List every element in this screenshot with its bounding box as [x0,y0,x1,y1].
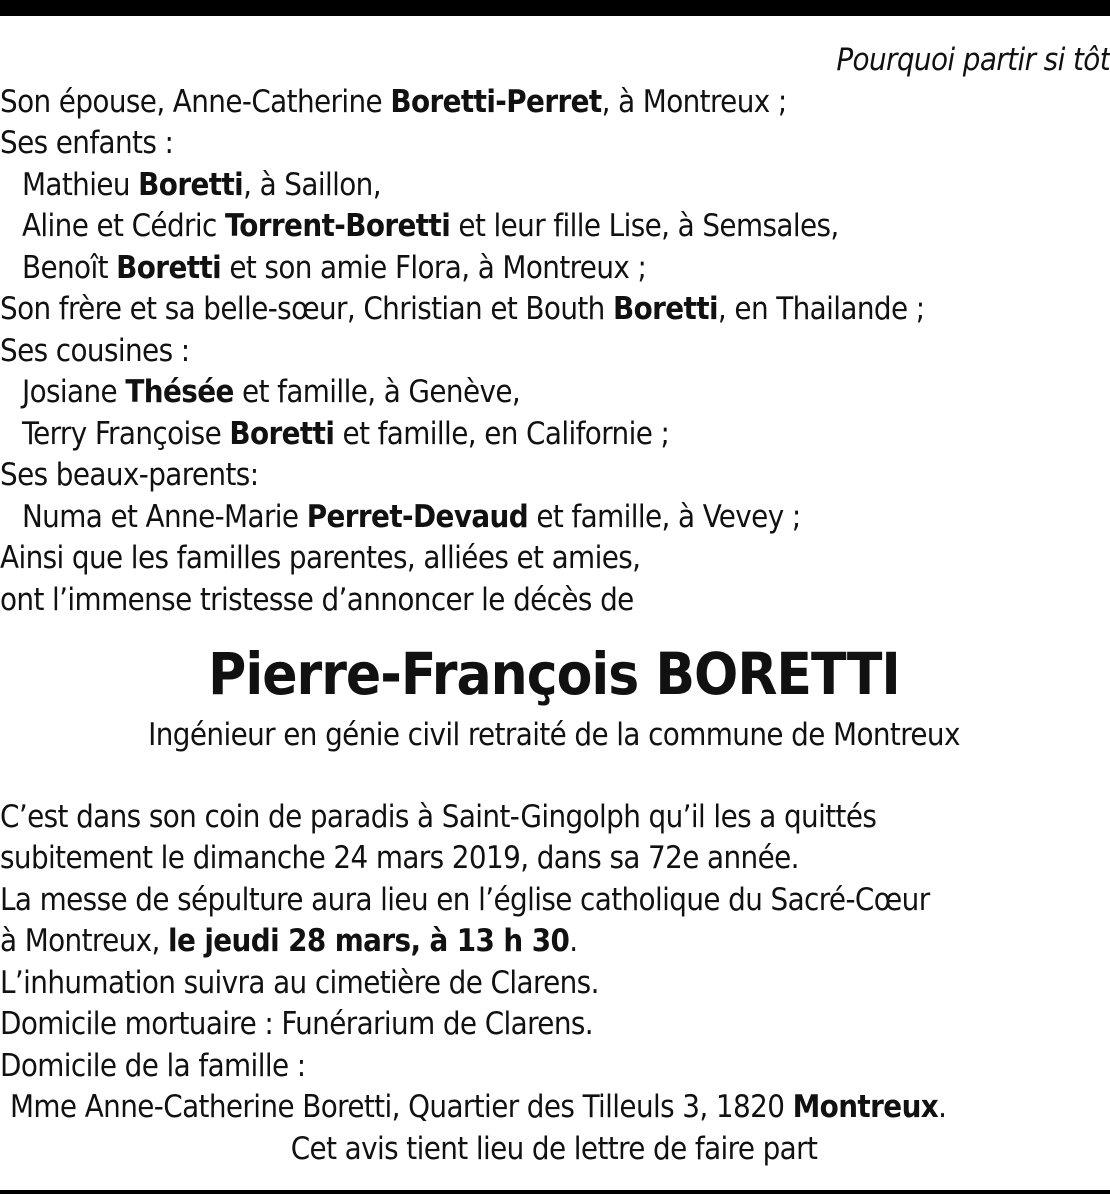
top-border-rule [0,0,1110,16]
details-line: Domicile mortuaire : Funérarium de Clarens. [0,1006,594,1042]
child-line [0,165,1108,207]
cousin-place: et famille, à Genève, [233,374,521,410]
cousin-line [0,414,1108,456]
child-text: Benoît [21,249,117,286]
details-line: subitement le dimanche 24 mars 2019, dans sa 72e année. [0,840,799,876]
child-surname: Torrent-Boretti [224,208,451,244]
spouse-place: , à Montreux ; [601,83,787,120]
child-text: Mathieu [21,166,139,203]
details-line: La messe de sépulture aura lieu en l’église catholique du Sacré-Cœur [0,881,930,918]
address-period: . [938,1089,947,1125]
cousin-surname: Boretti [229,415,335,452]
cousin-line [0,372,1108,414]
inlaw-text: Numa et Anne-Marie [21,498,307,535]
cousin-text: Terry Françoise [21,415,230,452]
ceremony-date-line [0,921,1108,963]
spouse-text: Son épouse, Anne-Catherine [0,83,391,120]
child-line [0,206,1108,248]
spouse-line [0,82,1108,124]
child-line [0,248,1108,290]
child-text: Aline et Cédric [21,208,225,244]
announce-line: ont l’immense tristesse d’annoncer le décès de [0,581,634,618]
inlaws-heading: Ses beaux-parents: [0,457,259,493]
brother-text: Son frère et sa belle-sœur, Christian et Bouth [0,291,613,327]
others-line: Ainsi que les familles parentes, alliées et amies, [0,540,641,576]
ceremony-place: à Montreux, [0,923,169,959]
obituary-notice [0,40,1110,1170]
brother-place: , en Thailande ; [717,291,925,327]
details-line: Domicile de la famille : [0,1047,306,1084]
address-text: Mme Anne-Catherine Boretti, Quartier des Tilleuls 3, 1820 [9,1089,793,1125]
cousin-text: Josiane [21,374,126,410]
brother-surname: Boretti [612,291,718,327]
inlaw-surname: Perret-Devaud [306,498,529,535]
details-line: L’inhumation suivra au cimetière de Clarens. [0,964,599,1001]
family-address-line [0,1087,1108,1129]
child-place: et son amie Flora, à Montreux ; [221,249,647,286]
child-surname: Boretti [116,249,222,286]
inlaw-line [0,497,1108,539]
cousins-heading: Ses cousines : [0,332,190,369]
bottom-border-rule [0,1190,1110,1194]
cousin-place: et famille, en Californie ; [334,415,670,452]
closing-line: Cet avis tient lieu de lettre de faire part [290,1130,818,1167]
inlaw-place: et famille, à Vevey ; [528,498,801,535]
child-place: , à Saillon, [243,166,381,203]
epigraph: Pourquoi partir si tôt [836,42,1110,78]
deceased-name: Pierre-François BORETTI [208,640,900,708]
child-place: et leur fille Lise, à Semsales, [450,208,839,244]
spouse-surname: Boretti-Perret [390,83,602,120]
cousin-surname: Thésée [125,374,234,410]
deceased-title: Ingénieur en génie civil retraité de la commune de Montreux [148,717,960,753]
details-line: C’est dans son coin de paradis à Saint-Gingolph qu’il les a quittés [0,798,877,835]
address-city: Montreux [792,1089,939,1125]
child-surname: Boretti [138,166,244,203]
brother-line [0,289,1108,331]
ceremony-period: . [569,923,578,959]
ceremony-date: le jeudi 28 mars, à 13 h 30 [168,923,570,959]
children-heading: Ses enfants : [0,125,174,161]
